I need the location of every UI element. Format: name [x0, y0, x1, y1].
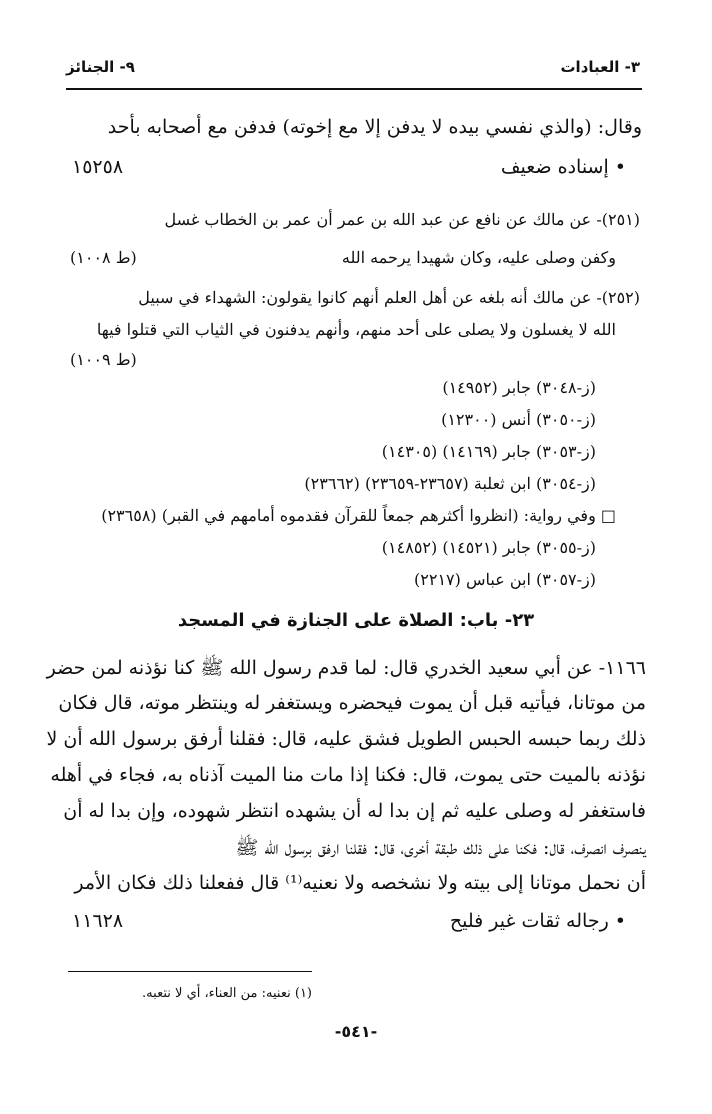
hadith-line: ذلك ربما حبسه الحبس الطويل فشق عليه، قال: فقلنا أرفق برسول الله أن لا	[46, 728, 646, 750]
hadith-grade-number: ١١٦٢٨	[72, 910, 124, 932]
zawaid-item: (ز-٣٠٤٨) جابر (١٤٩٥٢)	[442, 378, 596, 397]
text-line: وقال: (والذي نفسي بيده لا يدفن إلا مع إخوته) فدفن مع أصحابه بأحد	[107, 116, 642, 138]
grade-number: ١٥٢٥٨	[72, 156, 124, 178]
athar-252-line1: (٢٥٢)- عن مالك أنه بلغه عن أهل العلم أنهم كانوا يقولون: الشهداء في سبيل	[138, 288, 640, 307]
header-chapter-title: ٩- الجنائز	[66, 58, 135, 76]
hadith-line: نؤذنه بالميت حتى يموت، قال: فكنا إذا مات منا الميت آذناه به، فجاء في أهله	[50, 764, 646, 786]
zawaid-item: (ز-٣٠٥٤) ابن ثعلبة (٢٣٦٥٧-٢٣٦٥٩) (٢٣٦٦٢)	[304, 474, 596, 493]
hadith-line: ينصرف انصرف، قال: فكنا على ذلك طبقة أخرى، قال: فقلنا ارفق برسول الله ﷺ	[235, 837, 646, 859]
zawaid-item: (ز-٣٠٥٧) ابن عباس (٢٢١٧)	[414, 570, 596, 589]
athar-251-line2: وكفن وصلى عليه، وكان شهيدا يرحمه الله	[341, 248, 616, 267]
athar-251-reference: (ط ١٠٠٨)	[70, 248, 137, 267]
footnote-rule	[68, 971, 312, 972]
athar-252-reference: (ط ١٠٠٩)	[70, 350, 137, 369]
athar-252-line2: الله لا يغسلون ولا يصلى على أحد منهم، وأنهم يدفنون في الثياب التي قتلوا فيها	[96, 320, 616, 339]
header-book-title: ٣- العبادات	[560, 58, 640, 76]
hadith-line: فاستغفر له وصلى عليه ثم إن بدا له أن يشهده انتظر شهوده، وإن بدا له أن	[63, 800, 646, 822]
chapter-title: ٢٣- باب: الصلاة على الجنازة في المسجد	[177, 610, 535, 631]
hadith-line: من موتانا، فيأتيه قبل أن يموت فيحضره ويستغفر له وينتظر موته، قال فكان	[58, 692, 646, 714]
hadith-grade: • رجاله ثقات غير فليح	[449, 910, 626, 932]
zawaid-riwaya: □ وفي رواية: (انظروا أكثرهم جمعاً للقرآن فقدموه أمامهم في القبر) (٢٣٦٥٨)	[101, 506, 616, 525]
header-rule	[66, 88, 642, 90]
page-number: -٥٤١-	[334, 1022, 378, 1041]
hadith-line: ١١٦٦- عن أبي سعيد الخدري قال: لما قدم رسول الله ﷺ كنا نؤذنه لمن حضر	[46, 657, 646, 679]
footnote: (١) نعنيه: من العناء، أي لا نتعبه.	[142, 986, 312, 1001]
grade-text: • إسناده ضعيف	[500, 156, 626, 178]
zawaid-item: (ز-٣٠٥٠) أنس (١٢٣٠٠)	[441, 410, 596, 429]
zawaid-item: (ز-٣٠٥٣) جابر (١٤١٦٩) (١٤٣٠٥)	[381, 442, 596, 461]
athar-251-line1: (٢٥١)- عن مالك عن نافع عن عبد الله بن عمر أن عمر بن الخطاب غسل	[164, 210, 640, 229]
hadith-line: أن نحمل موتانا إلى بيته ولا نشخصه ولا نعنيه⁽¹⁾ قال ففعلنا ذلك فكان الأمر	[74, 872, 646, 894]
zawaid-item: (ز-٣٠٥٥) جابر (١٤٥٢١) (١٤٨٥٢)	[381, 538, 596, 557]
